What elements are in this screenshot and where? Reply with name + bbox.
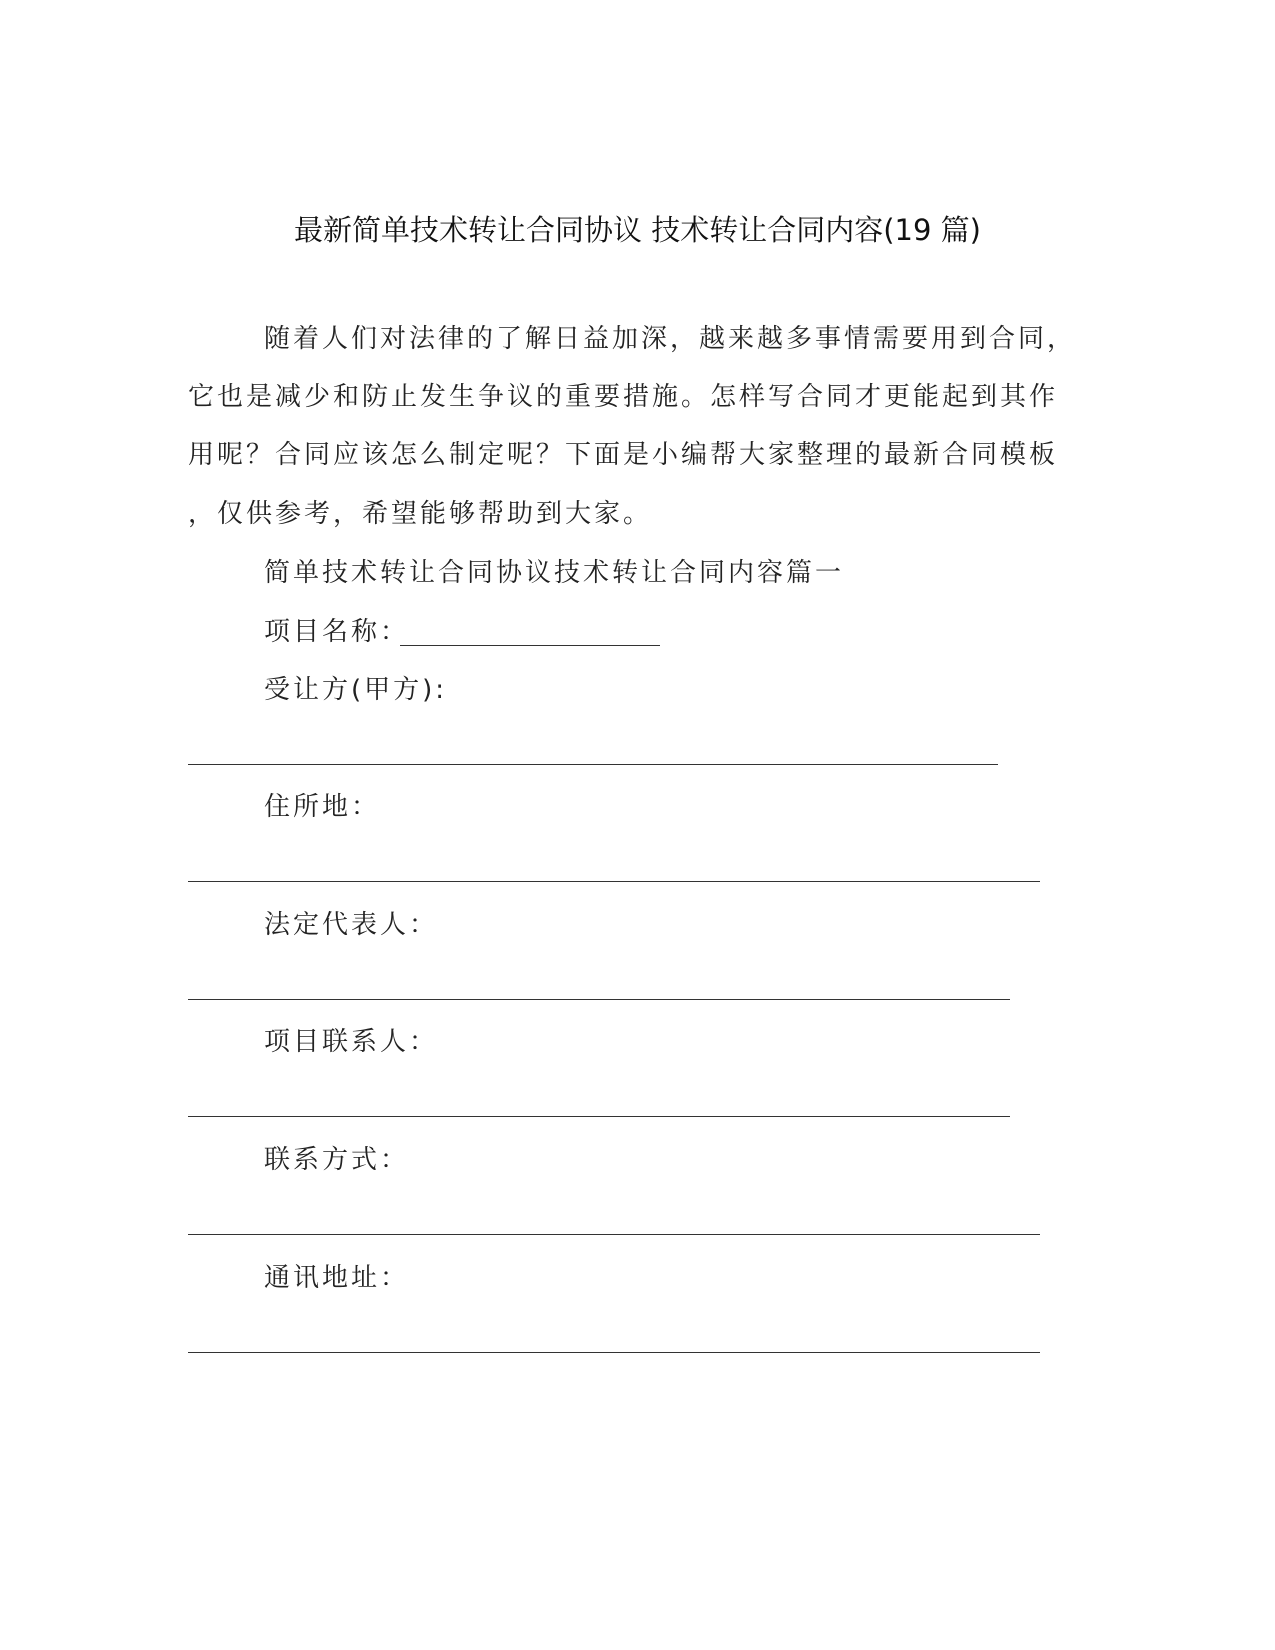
field-label-assignee: 受让方(甲方):: [264, 675, 448, 705]
assignee-blank-line: [188, 764, 998, 765]
field-label-project-name: 项目名称：: [264, 617, 410, 647]
field-label-mailing-address: 通讯地址：: [264, 1263, 410, 1293]
intro-paragraph-line-1: 随着人们对法律的了解日益加深，越来越多事情需要用到合同，: [264, 324, 1077, 354]
intro-paragraph-line-3: 用呢？合同应该怎么制定呢？下面是小编帮大家整理的最新合同模板: [188, 440, 1059, 470]
domicile-blank-line: [188, 881, 1040, 882]
field-label-contact-method: 联系方式：: [264, 1145, 410, 1175]
field-label-legal-rep: 法定代表人：: [264, 910, 439, 940]
project-contact-blank-line: [188, 1116, 1010, 1117]
field-label-project-contact: 项目联系人：: [264, 1027, 439, 1057]
intro-paragraph-line-2: 它也是减少和防止发生争议的重要措施。怎样写合同才更能起到其作: [188, 382, 1059, 412]
legal-rep-blank-line: [188, 999, 1010, 1000]
intro-paragraph-line-4: ，仅供参考，希望能够帮助到大家。: [188, 499, 653, 529]
project-name-blank-line: [400, 645, 660, 646]
mailing-address-blank-line: [188, 1352, 1040, 1353]
field-label-domicile: 住所地：: [264, 792, 381, 822]
contact-method-blank-line: [188, 1234, 1040, 1235]
section-heading: 简单技术转让合同协议技术转让合同内容篇一: [264, 558, 845, 588]
document-title: 最新简单技术转让合同协议 技术转让合同内容(19 篇): [294, 213, 981, 247]
